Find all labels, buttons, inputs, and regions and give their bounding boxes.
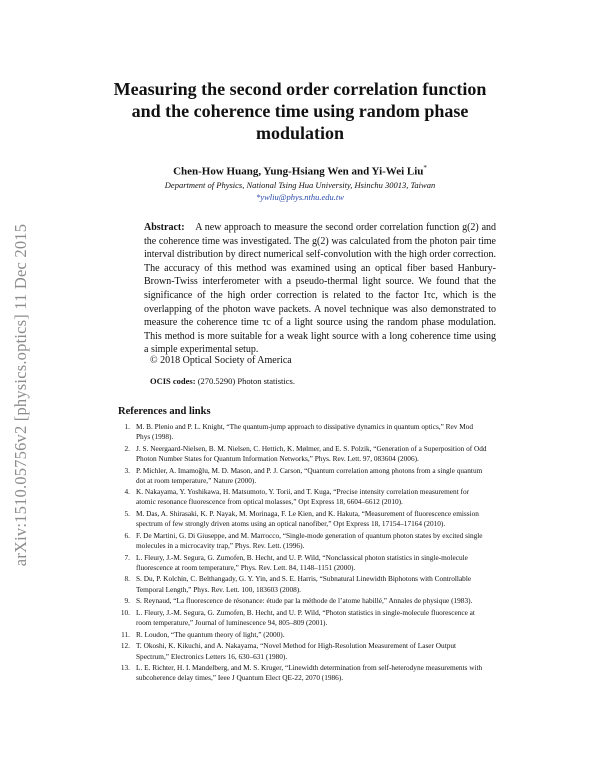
- reference-text: S. Reynaud, “La fluorescence de résonance: étude par la méthode de l’atome habillé,” Annales de physique (1983).: [136, 596, 473, 606]
- reference-text: L. E. Richter, H. I. Mandelberg, and M. S. Kruger, “Linewidth determination from self-heterodyne measurements with subcoherence delay times,” Ieee J Quantum Elect QE-22, 2070 (1986).: [136, 663, 483, 683]
- reference-item: [118, 466, 488, 486]
- reference-item: [118, 630, 488, 640]
- reference-number: 1.: [124, 422, 130, 431]
- reference-number: 12.: [120, 641, 130, 651]
- reference-number: 8.: [124, 574, 130, 584]
- reference-item: [118, 422, 488, 442]
- author-list: [100, 164, 500, 178]
- reference-item: [118, 553, 488, 573]
- reference-item: [118, 509, 488, 529]
- arxiv-identifier: arXiv:1510.05756v2 [physics.optics] 11 Dec 2015: [11, 223, 30, 567]
- ocis-label: OCIS codes:: [150, 376, 196, 386]
- reference-text: M. B. Plenio and P. L. Knight, “The quantum-jump approach to dissipative dynamics in quantum optics,” Rev Mod Phys (1998).: [136, 422, 474, 442]
- reference-number: 10.: [120, 607, 130, 617]
- abstract-text: A new approach to measure the second order correlation function g(2) and the coherence time was investigated. The g(2) was calculated from the photon pair time interval distribution by direct numerical self-convolution with the high order correction. The accuracy of this method was examined using an optical fiber based Hanbury-Brown-Twiss interferometer with a pseudo-thermal light source. We found that the significance of the high order correction is related to the factor Iτc, which is the overlapping of the photon wave packets. A novel technique was also demonstrated to measure the coherence time τc of a light source using the random phase modulation. This method is more suitable for a weak light source with a long coherence time using a simple experimental setup.: [144, 222, 497, 356]
- reference-text: K. Nakayama, Y. Yoshikawa, H. Matsumoto, Y. Torii, and T. Kuga, “Precise intensity correlation measurement for atomic resonance fluorescence from optical molasses,” Opt Express 18, 6604–6612 (2010).: [136, 487, 470, 507]
- author-email-link[interactable]: *ywliu@phys.nthu.edu.tw: [256, 192, 344, 202]
- reference-number: 3.: [124, 465, 130, 475]
- reference-text: R. Loudon, “The quantum theory of light,” (2000).: [136, 629, 285, 639]
- reference-number: 13.: [120, 663, 130, 673]
- reference-number: 6.: [124, 530, 130, 540]
- reference-text: J. S. Neergaard-Nielsen, B. M. Nielsen, C. Hettich, K. Mølmer, and E. S. Polzik, “Generation of a Superposition of Odd Photon Number States for Quantum Information Networks,” Phys. Rev. Lett. 97, 083604 (2006).: [136, 443, 487, 463]
- reference-number: 11.: [121, 629, 130, 639]
- reference-text: L. Fleury, J.-M. Segura, G. Zumofen, B. Hecht, and U. P. Wild, “Photon statistics in single-molecule fluorescence at room temperature,” Journal of luminescence 94, 805–809 (2001).: [136, 607, 475, 628]
- arxiv-identifier-stamp: [6, 190, 36, 600]
- abstract-label: Abstract:: [144, 222, 185, 233]
- reference-number: 9.: [124, 596, 130, 606]
- reference-item: [118, 444, 488, 464]
- reference-item: [118, 663, 488, 683]
- copyright-notice: © 2018 Optical Society of America: [150, 355, 292, 366]
- reference-text: T. Okoshi, K. Kikuchi, and A. Nakayama, “Novel Method for High-Resolution Measurement of Laser Output Spectrum,” Electronics Letters 16, 630–631 (1980).: [136, 641, 457, 661]
- reference-text: P. Michler, A. Imamoğlu, M. D. Mason, and P. J. Carson, “Quantum correlation among photons from a single quantum dot at room temperature,” Nature (2000).: [136, 465, 483, 485]
- paper-title: Measuring the second order correlation function and the coherence time using random phase modulation: [113, 79, 487, 143]
- corresponding-author-mark: *: [423, 164, 427, 172]
- author-names: Chen-How Huang, Yung-Hsiang Wen and Yi-Wei Liu: [173, 165, 424, 178]
- reference-item: [118, 531, 488, 551]
- reference-number: 5.: [124, 509, 130, 519]
- references-heading: References and links: [118, 406, 211, 417]
- reference-item: [118, 574, 488, 594]
- reference-list: [118, 422, 488, 685]
- reference-text: F. De Martini, G. Di Giuseppe, and M. Marrocco, “Single-mode generation of quantum photon states by excited single molecules in a microcavity trap,” Phys. Rev. Lett. (1996).: [136, 530, 483, 550]
- reference-text: S. Du, P. Kolchin, C. Belthangady, G. Y. Yin, and S. E. Harris, “Subnatural Linewidth Biphotons with Controllable Temporal Length,” Phys. Rev. Lett. 100, 183603 (2008).: [136, 574, 472, 594]
- reference-text: L. Fleury, J.-M. Segura, G. Zumofen, B. Hecht, and U. P. Wild, “Nonclassical photon statistics in single-molecule fluorescence at room temperature,” Phys. Rev. Lett. 84, 1148–1151 (2000).: [136, 552, 468, 572]
- reference-number: 7.: [124, 552, 130, 562]
- reference-number: 4.: [124, 487, 130, 497]
- reference-text: M. Das, A. Shirasaki, K. P. Nayak, M. Morinaga, F. Le Kien, and K. Hakuta, “Measurement of fluorescence emission spectrum of few strongly driven atoms using an optical nanofiber,” Opt Express 18, 17154–17164 (2010).: [136, 509, 479, 529]
- abstract: [144, 221, 496, 357]
- reference-item: [118, 641, 488, 661]
- reference-item: [118, 608, 488, 628]
- ocis-value: (270.5290) Photon statistics.: [197, 376, 295, 386]
- reference-item: [118, 596, 488, 606]
- author-affiliation: Department of Physics, National Tsing Hua University, Hsinchu 30013, Taiwan: [164, 180, 436, 190]
- reference-number: 2.: [124, 443, 130, 453]
- ocis-codes: [150, 376, 295, 386]
- reference-item: [118, 487, 488, 507]
